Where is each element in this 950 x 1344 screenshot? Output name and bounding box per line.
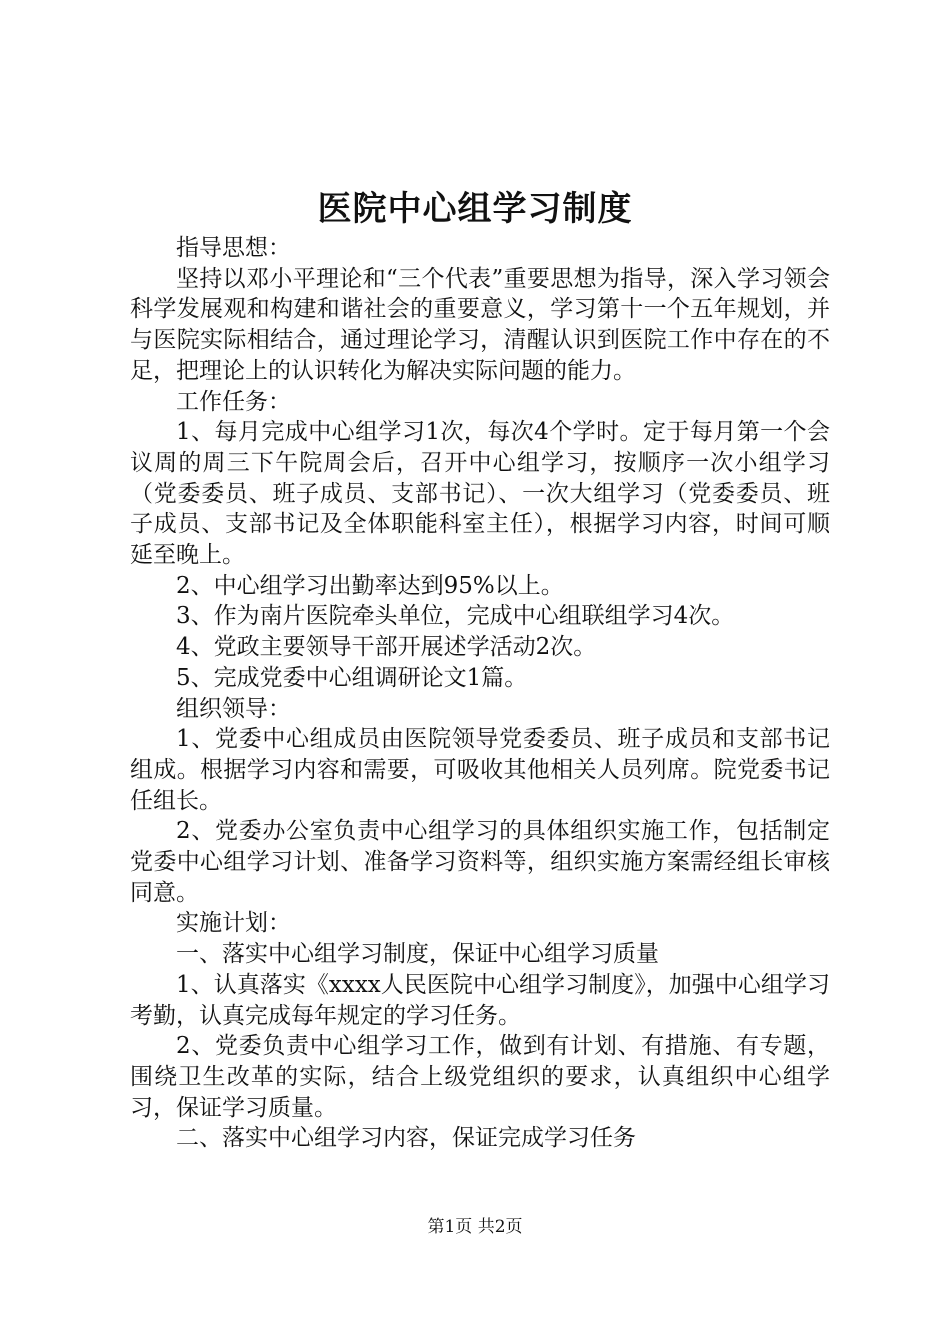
task-item-2: 2、中心组学习出勤率达到95%以上。 [176, 572, 564, 599]
document-title: 医院中心组学习制度 [317, 189, 633, 229]
plan-subheading-1: 一、落实中心组学习制度，保证中心组学习质量 [176, 941, 659, 968]
task-item-1: 1、每月完成中心组学习1次，每次4个学时。定于每月第一个会议周的周三下午院周会后，召开中心组学习，按顺序一次小组学习（党委委员、班子成员、支部书记）、一次大组学习（党委委员、班子成员、支部书记及全体职能科室主任），根据学习内容，时间可顺延至晚上。 [130, 419, 830, 569]
section-heading-plan: 实施计划： [176, 910, 291, 937]
task-item-3: 3、作为南片医院牵头单位，完成中心组联组学习4次。 [176, 603, 735, 630]
section-heading-leadership: 组织领导： [176, 695, 291, 722]
plan-item-1: 1、认真落实《xxxx人民医院中心组学习制度》，加强中心组学习考勤，认真完成每年规定的学习任务。 [130, 971, 830, 1029]
page-number-footer: 第1页 共2页 [427, 1217, 523, 1237]
task-item-5: 5、完成党委中心组调研论文1篇。 [176, 664, 528, 691]
document-body [130, 233, 830, 1154]
plan-subheading-2: 二、落实中心组学习内容，保证完成学习任务 [176, 1125, 636, 1152]
paragraph-guiding-thought: 坚持以邓小平理论和“三个代表”重要思想为指导，深入学习领会科学发展观和构建和谐社会的重要意义，学习第十一个五年规划，并与医院实际相结合，通过理论学习，清醒认识到医院工作中存在的不足，把理论上的认识转化为解决实际问题的能力。 [130, 265, 830, 384]
leadership-item-1: 1、党委中心组成员由医院领导党委委员、班子成员和支部书记组成。根据学习内容和需要，可吸收其他相关人员列席。院党委书记任组长。 [130, 726, 830, 814]
plan-item-2: 2、党委负责中心组学习工作，做到有计划、有措施、有专题，围绕卫生改革的实际，结合上级党组织的要求，认真组织中心组学习，保证学习质量。 [130, 1033, 830, 1121]
section-heading-guiding-thought: 指导思想： [176, 235, 291, 261]
task-item-4: 4、党政主要领导干部开展述学活动2次。 [176, 634, 597, 661]
leadership-item-2: 2、党委办公室负责中心组学习的具体组织实施工作，包括制定党委中心组学习计划、准备学习资料等，组织实施方案需经组长审核同意。 [130, 818, 830, 906]
section-heading-tasks: 工作任务： [176, 388, 291, 415]
